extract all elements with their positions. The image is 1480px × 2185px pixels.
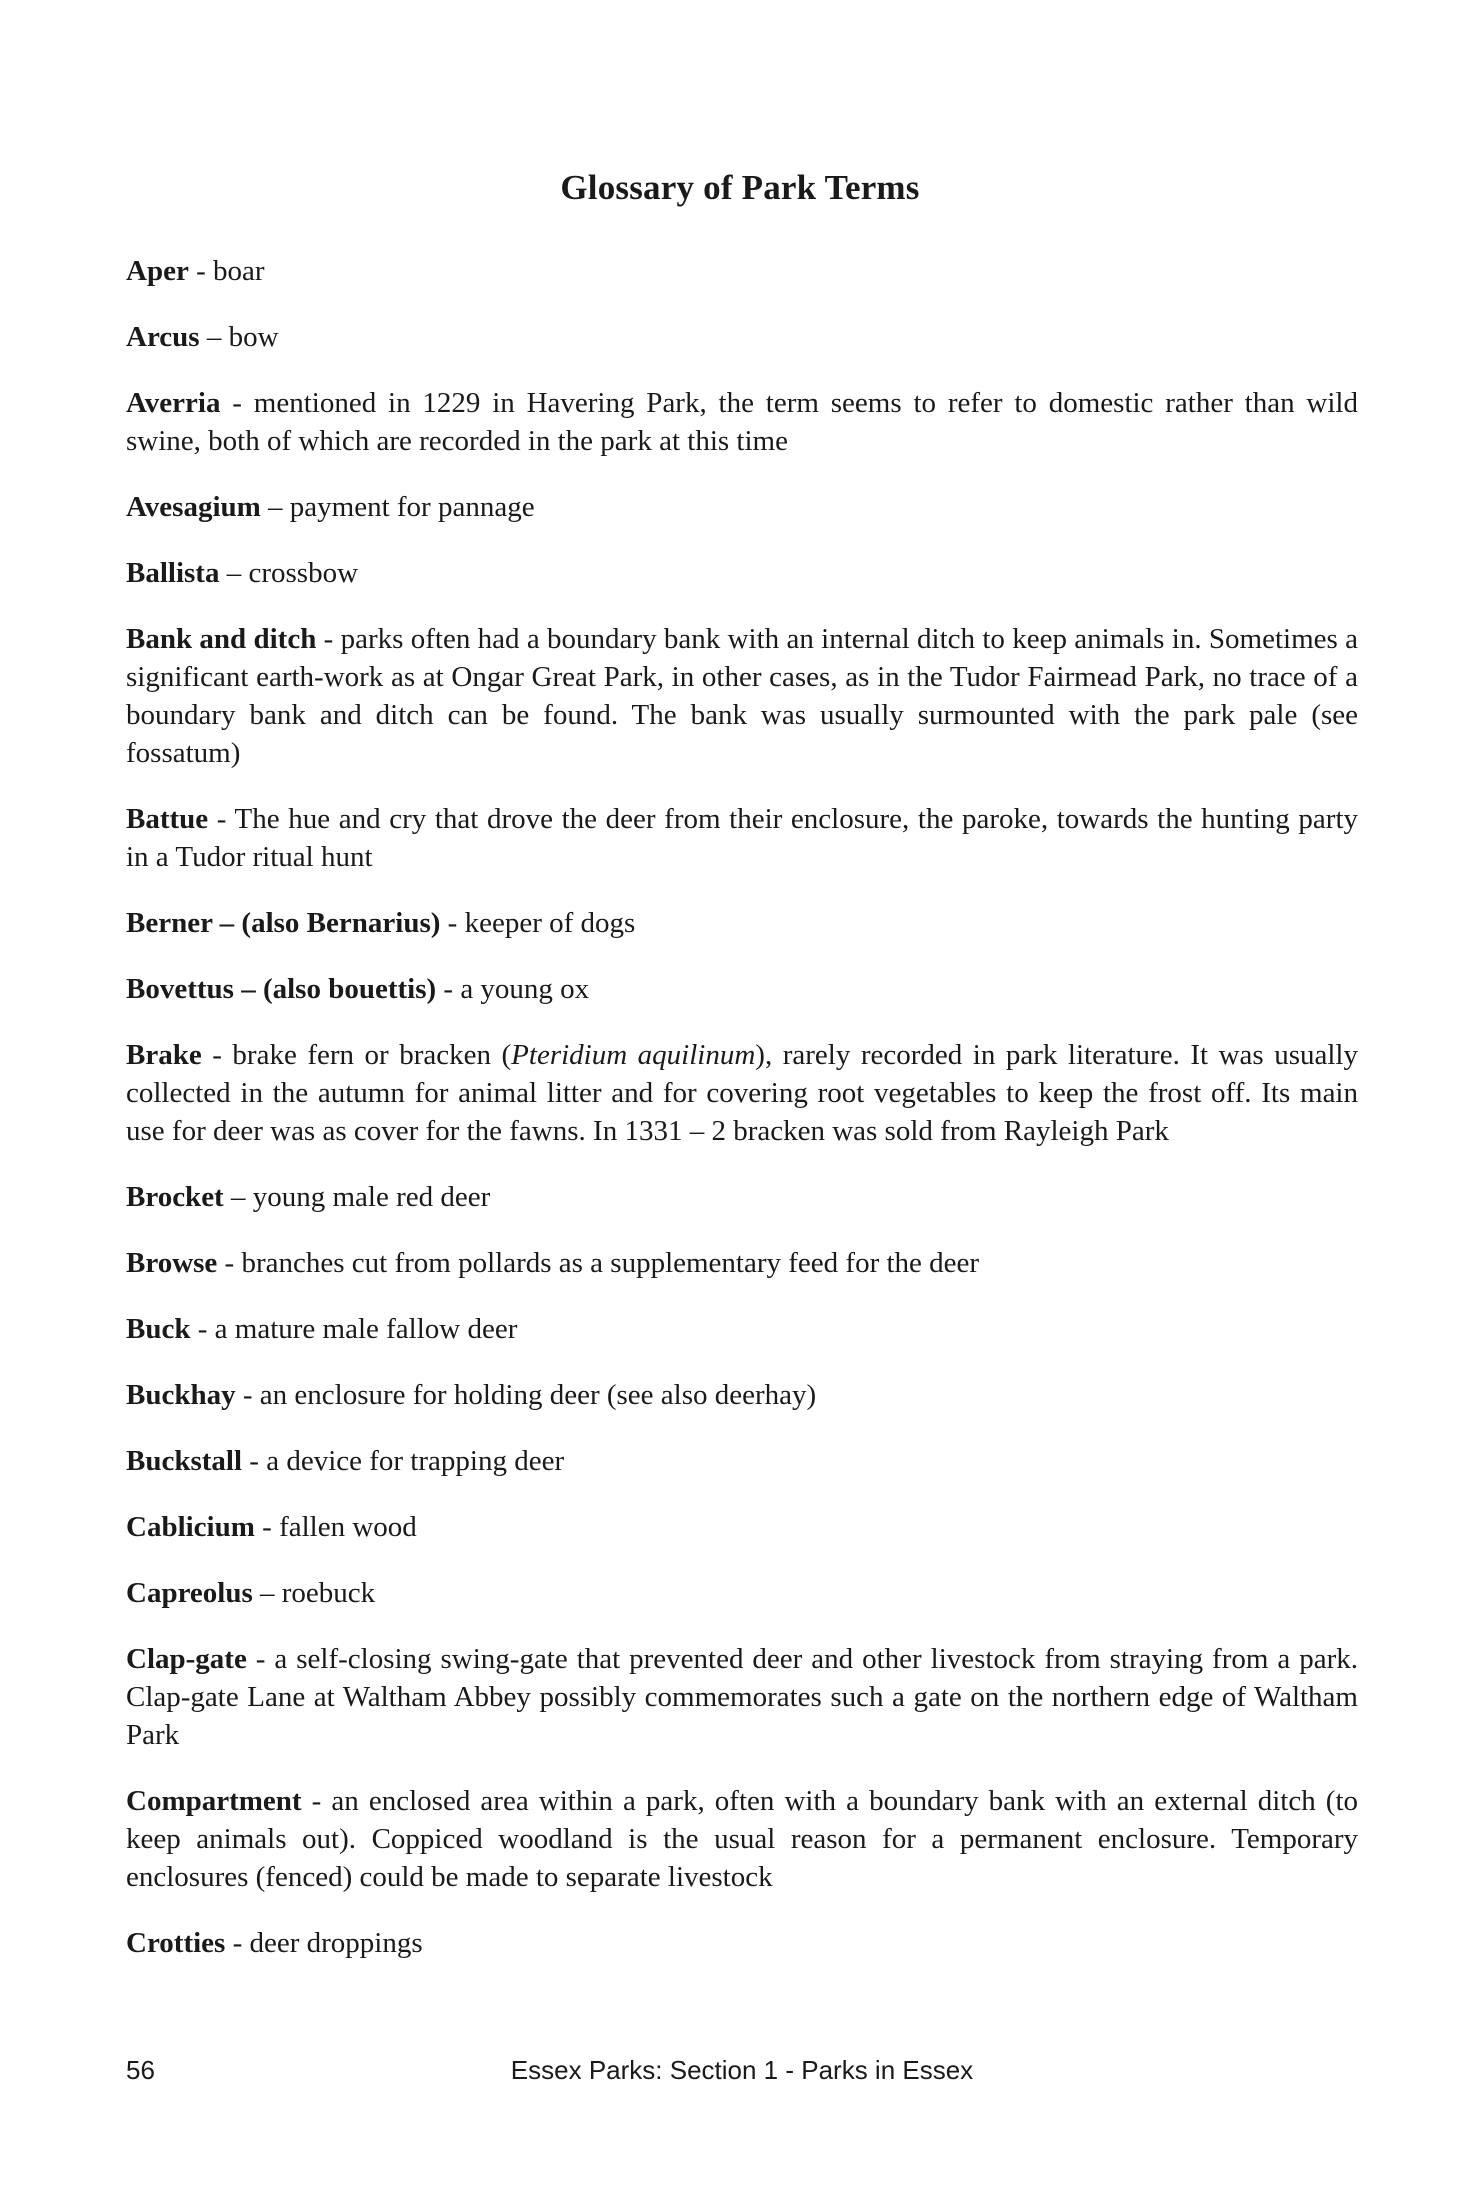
term-separator: – (223, 1181, 253, 1213)
term-separator: - (246, 1643, 275, 1675)
glossary-term: Clap-gate (126, 1643, 247, 1675)
term-separator: - (436, 973, 461, 1005)
glossary-entry-buckhay (126, 1376, 1358, 1414)
term-separator: - (242, 1445, 267, 1477)
glossary-definition: a self-closing swing-gate that prevented deer and other livestock from straying from a park. Clap-gate Lane at Waltham Abbey possibly commemorates such a gate on the northern edge of Waltham Park (126, 1643, 1358, 1751)
glossary-list (126, 252, 1358, 1990)
term-separator: - (225, 1927, 250, 1959)
glossary-entry-aper (126, 252, 1358, 290)
glossary-definition: payment for pannage (289, 491, 535, 523)
term-separator: - (220, 387, 254, 419)
glossary-definition: ), rarely recorded in park literature. It was usually collected in the autumn for animal litter and for covering root vegetables to keep the frost off. Its main use for deer was as cover for the fawns. In 1331 – 2 bracken was sold from Rayleigh Park (126, 1039, 1358, 1147)
glossary-definition: a device for trapping deer (266, 1445, 565, 1477)
glossary-entry-crotties (126, 1924, 1358, 1962)
glossary-entry-buckstall (126, 1442, 1358, 1480)
page-title: Glossary of Park Terms (560, 168, 920, 207)
glossary-entry-arcus (126, 318, 1358, 356)
glossary-definition: branches cut from pollards as a supplementary feed for the deer (241, 1247, 980, 1279)
glossary-entry-battue (126, 800, 1358, 876)
glossary-term: Averria (126, 387, 221, 419)
glossary-entry-capreolus (126, 1574, 1358, 1612)
term-separator: - (208, 803, 235, 835)
term-separator: - (217, 1247, 242, 1279)
glossary-term: Browse (126, 1247, 218, 1279)
glossary-term: Battue (126, 803, 209, 835)
glossary-term: Avesagium (126, 491, 261, 523)
term-separator: - (190, 1313, 215, 1345)
glossary-term: Buck (126, 1313, 191, 1345)
glossary-definition: a mature male fallow deer (214, 1313, 518, 1345)
glossary-entry-berner (126, 904, 1358, 942)
glossary-entry-brake (126, 1036, 1358, 1150)
glossary-term: Bank and ditch (126, 623, 317, 655)
term-separator: - (301, 1785, 332, 1817)
glossary-term: Arcus (126, 321, 200, 353)
glossary-entry-bank-and-ditch (126, 620, 1358, 772)
glossary-term: Buckstall (126, 1445, 243, 1477)
term-separator: - (316, 623, 341, 655)
glossary-term: Brake (126, 1039, 202, 1071)
glossary-definition: mentioned in 1229 in Havering Park, the term seems to refer to domestic rather than wild swine, both of which are recorded in the park at this time (126, 387, 1358, 457)
glossary-definition: deer droppings (249, 1927, 423, 1959)
term-separator: - (188, 255, 213, 287)
glossary-definition: roebuck (281, 1577, 376, 1609)
glossary-term: Aper (126, 255, 189, 287)
glossary-term: Cablicium (126, 1511, 255, 1543)
glossary-definition: parks often had a boundary bank with an internal ditch to keep animals in. Sometimes a significant earth-work as at Ongar Great Park, in other cases, as in the Tudor Fairmead Park, no trace of a boundary bank and ditch can be found. The bank was usually surmounted with the park pale (see fossatum) (126, 623, 1358, 769)
glossary-term: Bovettus – (also bouettis) (126, 973, 437, 1005)
species-name: Pteridium aquilinum (511, 1039, 756, 1071)
glossary-term: Compartment (126, 1785, 302, 1817)
glossary-entry-browse (126, 1244, 1358, 1282)
glossary-definition: an enclosed area within a park, often with a boundary bank with an external ditch (to keep animals out). Coppiced woodland is the usual reason for a permanent enclosure. Temporary enclosures (fenced) could be made to separate livestock (126, 1785, 1358, 1893)
term-separator: – (260, 491, 290, 523)
glossary-entry-cablicium (126, 1508, 1358, 1546)
glossary-entry-avesagium (126, 488, 1358, 526)
page-footer (126, 2055, 1358, 2085)
glossary-definition: crossbow (248, 557, 359, 589)
glossary-definition: boar (213, 255, 265, 287)
glossary-term: Berner – (also Bernarius) (126, 907, 441, 939)
glossary-definition: young male red deer (252, 1181, 491, 1213)
term-separator: - (440, 907, 465, 939)
term-separator: - (235, 1379, 260, 1411)
glossary-entry-buck (126, 1310, 1358, 1348)
glossary-entry-ballista (126, 554, 1358, 592)
glossary-term: Brocket (126, 1181, 224, 1213)
glossary-entry-compartment (126, 1782, 1358, 1896)
glossary-definition: keeper of dogs (464, 907, 636, 939)
glossary-term: Buckhay (126, 1379, 236, 1411)
glossary-definition: fallen wood (279, 1511, 417, 1543)
term-separator: – (252, 1577, 282, 1609)
glossary-term: Ballista (126, 557, 220, 589)
glossary-definition: an enclosure for holding deer (see also deerhay) (259, 1379, 817, 1411)
glossary-definition: The hue and cry that drove the deer from their enclosure, the paroke, towards the hunting party in a Tudor ritual hunt (126, 803, 1358, 873)
running-footer-title: Essex Parks: Section 1 - Parks in Essex (510, 2055, 974, 2085)
glossary-term: Crotties (126, 1927, 226, 1959)
term-separator: - (201, 1039, 233, 1071)
glossary-definition-prefix: brake fern or bracken ( (232, 1039, 512, 1071)
term-separator: – (199, 321, 229, 353)
term-separator: - (254, 1511, 280, 1543)
glossary-entry-averria (126, 384, 1358, 460)
glossary-definition: bow (228, 321, 279, 353)
term-separator: – (219, 557, 249, 589)
glossary-term: Capreolus (126, 1577, 253, 1609)
glossary-entry-brocket (126, 1178, 1358, 1216)
page-number: 56 (126, 2055, 155, 2085)
glossary-definition: a young ox (460, 973, 590, 1005)
glossary-entry-clap-gate (126, 1640, 1358, 1754)
glossary-entry-bovettus (126, 970, 1358, 1008)
